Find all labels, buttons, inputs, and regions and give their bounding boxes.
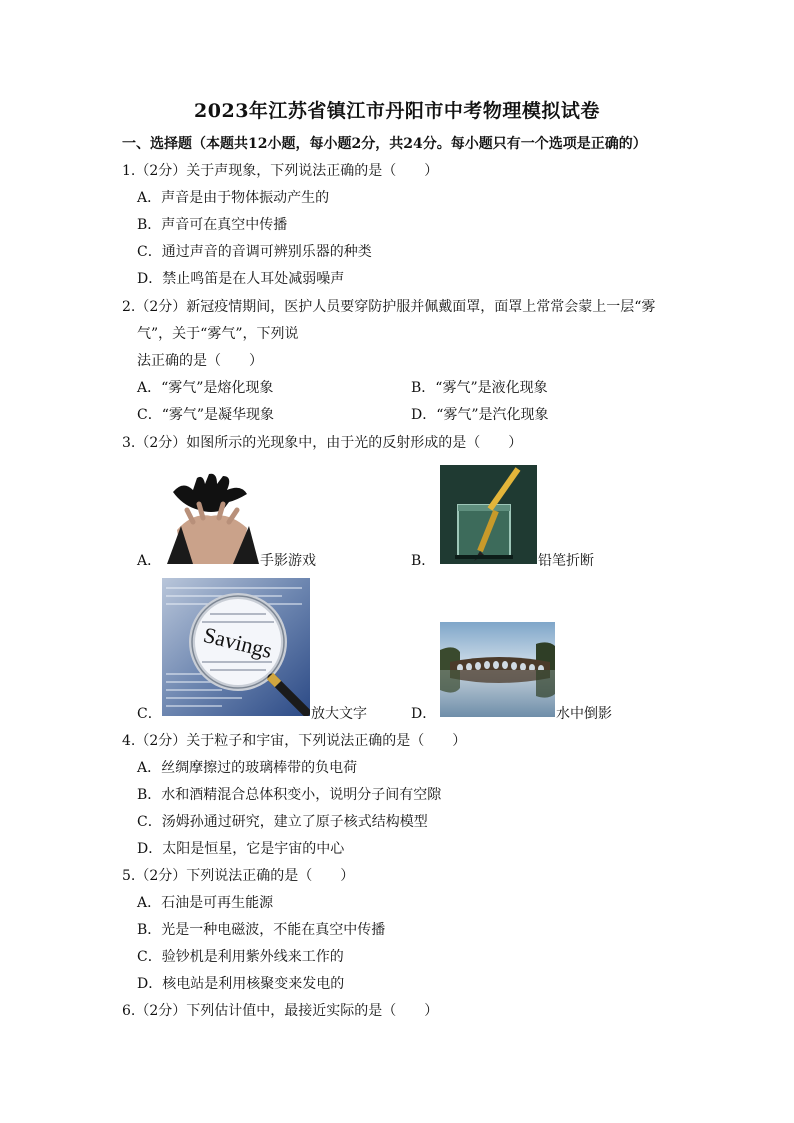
question-3-option-d-caption: 水中倒影	[556, 706, 612, 722]
question-2-stem-line1: 2.（2分）新冠疫情期间，医护人员要穿防护服并佩戴面罩，面罩上常常会蒙上一层“雾	[122, 299, 656, 315]
question-1-option-a: A．声音是由于物体振动产生的	[137, 190, 330, 206]
question-3-option-a-letter: A．	[137, 553, 162, 569]
question-4-stem: 4.（2分）关于粒子和宇宙，下列说法正确的是（ ）	[122, 733, 467, 749]
section-heading: 一、选择题（本题共12小题，每小题2分，共24分。每小题只有一个选项是正确的）	[122, 136, 647, 152]
question-4-option-c: C．汤姆孙通过研究，建立了原子核式结构模型	[137, 814, 428, 830]
question-5-option-a: A．石油是可再生能源	[137, 895, 274, 911]
question-1-option-b: B．声音可在真空中传播	[137, 217, 288, 233]
question-1-stem: 1.（2分）关于声现象，下列说法正确的是（ ）	[122, 163, 439, 179]
pencil-in-glass-image	[440, 465, 537, 564]
question-1-option-c: C．通过声音的音调可辨别乐器的种类	[137, 244, 372, 260]
question-5-option-b: B．光是一种电磁波，不能在真空中传播	[137, 922, 386, 938]
question-2-option-c: C．“雾气”是凝华现象	[137, 407, 275, 423]
bridge-reflection-image	[440, 622, 555, 717]
question-3-option-a-caption: 手影游戏	[260, 553, 316, 569]
question-6-stem: 6.（2分）下列估计值中，最接近实际的是（ ）	[122, 1003, 439, 1019]
hand-shadow-image	[163, 470, 259, 564]
question-1-option-d: D．禁止鸣笛是在人耳处减弱噪声	[137, 271, 345, 287]
question-5-option-d: D．核电站是利用核聚变来发电的	[137, 976, 345, 992]
question-4-option-b: B．水和酒精混合总体积变小，说明分子间有空隙	[137, 787, 442, 803]
question-3-stem: 3.（2分）如图所示的光现象中，由于光的反射形成的是（ ）	[122, 435, 523, 451]
question-2-option-b: B．“雾气”是液化现象	[411, 380, 548, 396]
question-3-option-b-letter: B．	[411, 553, 436, 569]
question-3-option-b-caption: 铅笔折断	[538, 553, 594, 569]
magnifier-image	[162, 578, 310, 716]
magnifier-text: Savings	[201, 621, 275, 664]
question-2-stem-line3: 法正确的是（ ）	[137, 353, 263, 369]
question-2-option-d: D．“雾气”是汽化现象	[411, 407, 549, 423]
question-4-option-d: D．太阳是恒星，它是宇宙的中心	[137, 841, 345, 857]
page-title: 2023年江苏省镇江市丹阳市中考物理模拟试卷	[194, 100, 600, 122]
question-3-option-c-caption: 放大文字	[311, 706, 367, 722]
question-2-option-a: A．“雾气”是熔化现象	[137, 380, 274, 396]
question-5-stem: 5.（2分）下列说法正确的是（ ）	[122, 868, 355, 884]
question-3-option-c-letter: C．	[137, 706, 162, 722]
question-2-stem-line2: 气”，关于“雾气”，下列说	[137, 326, 299, 342]
question-5-option-c: C．验钞机是利用紫外线来工作的	[137, 949, 344, 965]
question-4-option-a: A．丝绸摩擦过的玻璃棒带的负电荷	[137, 760, 358, 776]
question-3-option-d-letter: D．	[411, 706, 437, 722]
